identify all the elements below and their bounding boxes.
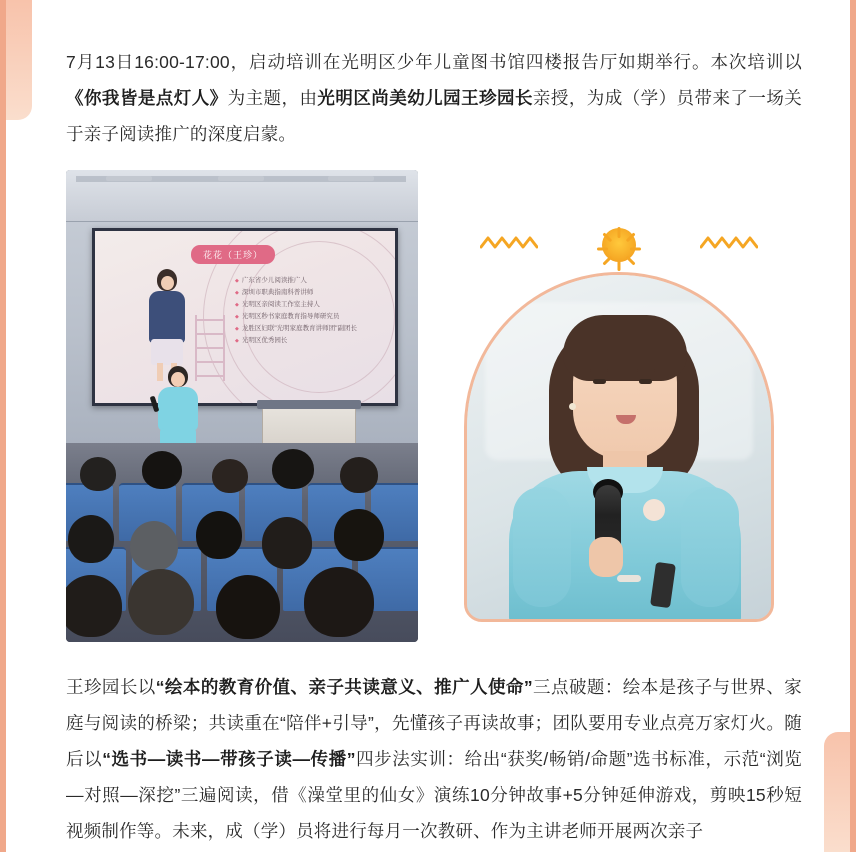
paragraph-intro-seg-3: 为主题，由	[227, 87, 318, 108]
paragraph-body-seg-2: “绘本的教育价值、亲子共读意义、推广人使命”	[155, 677, 533, 697]
audience-head	[304, 567, 374, 637]
slide-title: 花花（王珍）	[191, 245, 275, 264]
paragraph-intro	[66, 18, 802, 152]
audience-head	[334, 509, 384, 561]
audience-head	[128, 569, 194, 635]
portrait-eye	[593, 379, 606, 384]
sun-ray	[597, 247, 608, 250]
paragraph-body	[66, 659, 802, 849]
corner-decoration-top-left	[6, 0, 32, 120]
slide-bullet: ◆ 光明区亲阅读工作室主持人	[235, 299, 385, 311]
audience-head	[66, 575, 122, 637]
zigzag-icon	[480, 234, 538, 252]
audience-head	[272, 449, 314, 489]
slide-bullet: ◆ 深圳市职典指南科普讲师	[235, 287, 385, 299]
corner-decoration-bottom-right	[824, 732, 850, 852]
paragraph-body-seg-5: 四步法实训：给出“获奖/畅销/命题”选书标准，示范“浏览—对照—深挖”三遍阅读，借《澡堂里的仙女》演练10分钟故事+5分钟延伸游戏，剪映15秒短视频制作等。未来，成（学）员将进行每月一次教研、作为主讲老师开展两次亲子	[66, 749, 802, 841]
paragraph-intro-seg-4: 光明区尚美幼儿园王珍园长	[317, 87, 533, 108]
audience-head	[340, 457, 378, 493]
sun-ray	[618, 227, 621, 238]
audience-head	[142, 451, 182, 489]
lecture-hall-photo	[66, 170, 418, 642]
paragraph-body-seg-3: 三点破题：绘本是孩子与世界、家庭与阅读的桥梁；共读重在“陪伴+引导”，先懂孩子再读故事；团队要用专业点亮万家灯火。随后以	[66, 677, 803, 769]
portrait-eyebrow	[637, 369, 655, 372]
paragraph-intro-seg-5: 亲授，为成（学）员带来了一场关于亲子阅读推广的深度启蒙。	[66, 87, 803, 144]
slide-illustration	[137, 269, 199, 379]
portrait-arch-frame	[464, 272, 774, 622]
image-row	[66, 170, 802, 642]
sun-ray	[618, 260, 621, 271]
wall-trim	[76, 176, 406, 182]
portrait-hair-fringe	[563, 315, 687, 381]
audience-head	[262, 517, 312, 569]
sun-decoration-group	[436, 226, 802, 272]
audience-head	[216, 575, 280, 639]
audience-head	[80, 457, 116, 491]
podium-top	[257, 400, 361, 409]
slide-bullet-list	[235, 275, 385, 347]
slide-bullet: ◆ 广东省少儿阅读推广人	[235, 275, 385, 287]
portrait-arm-right	[681, 487, 739, 607]
paragraph-body-seg-1: 王珍园长以	[66, 677, 156, 697]
portrait-eyebrow	[590, 369, 608, 372]
portrait-dress-flower	[643, 499, 665, 521]
portrait-hand	[589, 537, 623, 577]
audience-head	[130, 521, 178, 571]
article-content	[66, 0, 802, 852]
audience-head	[196, 511, 242, 559]
audience-head	[212, 459, 248, 493]
sun-ray	[630, 247, 641, 250]
portrait-bracelet	[617, 575, 641, 582]
audience-head	[68, 515, 114, 563]
paragraph-body-seg-4: “选书—读书—带孩子读—传播”	[102, 749, 356, 769]
hall-floor	[66, 443, 418, 641]
slide-bullet: ◆ 光明区优秀园长	[235, 335, 385, 347]
paragraph-intro-seg-1: 7月13日16:00-17:00，启动培训在光明区少年儿童图书馆四楼报告厅如期举行。本次培训以	[66, 51, 802, 72]
presentation-screen	[92, 228, 398, 406]
portrait-earring	[569, 403, 576, 410]
paragraph-intro-seg-2: 《你我皆是点灯人》	[66, 87, 228, 108]
zigzag-icon	[700, 234, 758, 252]
portrait-photo	[436, 170, 802, 642]
portrait-arm-left	[513, 487, 571, 607]
portrait-eye	[639, 379, 652, 384]
slide-bullet: ◆ 光明区秒书家庭教育指导师研究员	[235, 311, 385, 323]
slide-bullet: ◆ 龙胜区妇联"光明家庭教育讲师团"副团长	[235, 323, 385, 335]
